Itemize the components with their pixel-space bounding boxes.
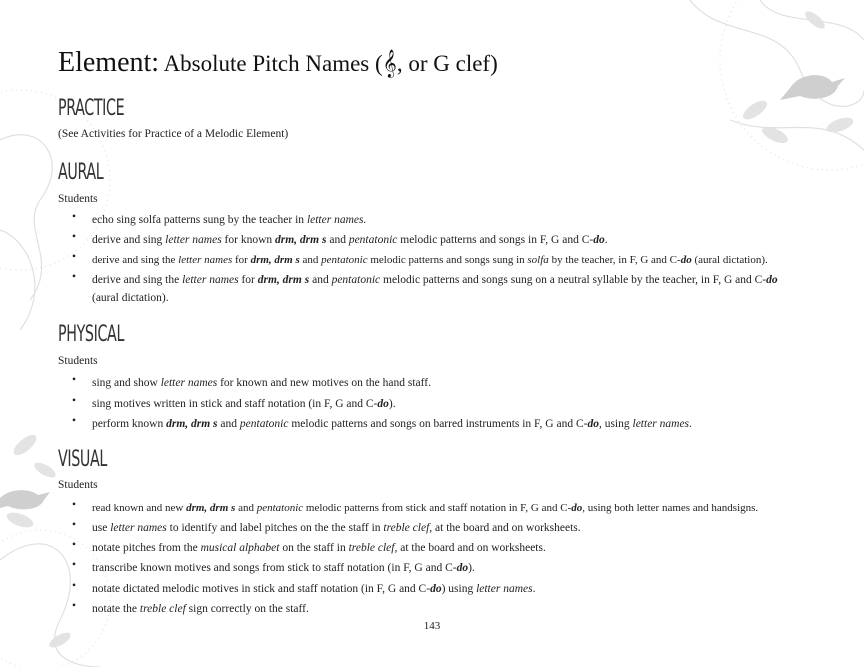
page: Element: Absolute Pitch Names (𝄞, or G clef) PRACTICE (See Activities for Practice of a Melodic Element) AURAL Students • echo sing solfa patterns sung by the teacher in letter names. • derive and sing letter names for known drm, drm s and pentatonic melodic patterns and songs in F, G and C-do. • derive and sing the letter names for drm, drm s and pentatonic melodic patterns and songs sung in solfa by the teacher, in F, G and C-do (aural dictation). • derive and sing the letter names for drm, drm s and pentatonic melodic patterns and songs sung on a neutral syllable by the teacher, in F, G and C-do (aural dictation). PHYSICAL Students • sing and show letter names for known and new motives on the hand staff. • sing motives written in stick and staff notation (in F, G and C-do). • perform known drm, drm s and pentatonic melodic patterns and songs on barred instruments in F, G and C-do, using letter names. VISUAL Students • read known and new drm, drm s and pentatonic melodic patterns from stick and staff notation in F, G and C-do, using both letter names and handsigns. • use letter names to identify and label pitches on the the staff in treble clef, at the board and on worksheets. • notate pitches from the musical alphabet on the staff in treble clef, at the board and on worksheets. • transcribe known motives and songs from stick to staff notation (in F, G and C-do). • notate dictated melodic motives in stick and staff notation (in F, G and C-do) using letter names. • notate the treble clef sign correctly on the staff. 143 [0,0,864,667]
title-element-label: Element: [58,47,160,78]
title-clef-suffix: , or G clef) [396,51,498,76]
aural-heading: AURAL [58,160,104,185]
bullet-icon: • [72,600,77,612]
visual-heading: VISUAL [58,447,107,472]
treble-clef-icon: 𝄞 [382,49,397,77]
bullet-icon: • [72,251,77,263]
bullet-icon: • [72,559,77,571]
bullet-icon: • [72,580,77,592]
physical-heading: PHYSICAL [58,322,125,347]
bullet-icon: • [72,519,77,531]
bullet-icon: • [72,271,77,283]
bullet-icon: • [72,415,77,427]
bullet-icon: • [72,539,77,551]
bullet-icon: • [72,211,77,223]
title-pitch-names: Absolute Pitch Names ( [163,51,383,76]
practice-note: (See Activities for Practice of a Melodic Element) [58,128,289,140]
bullet-icon: • [72,395,77,407]
physical-students-label: Students [58,355,98,367]
bullet-icon: • [72,374,77,386]
bullet-icon: • [72,231,77,243]
visual-students-label: Students [58,479,98,491]
aural-students-label: Students [58,193,98,205]
practice-heading: PRACTICE [58,96,125,121]
page-number: 143 [423,620,441,632]
page-title [58,47,498,79]
bullet-icon: • [72,499,77,511]
